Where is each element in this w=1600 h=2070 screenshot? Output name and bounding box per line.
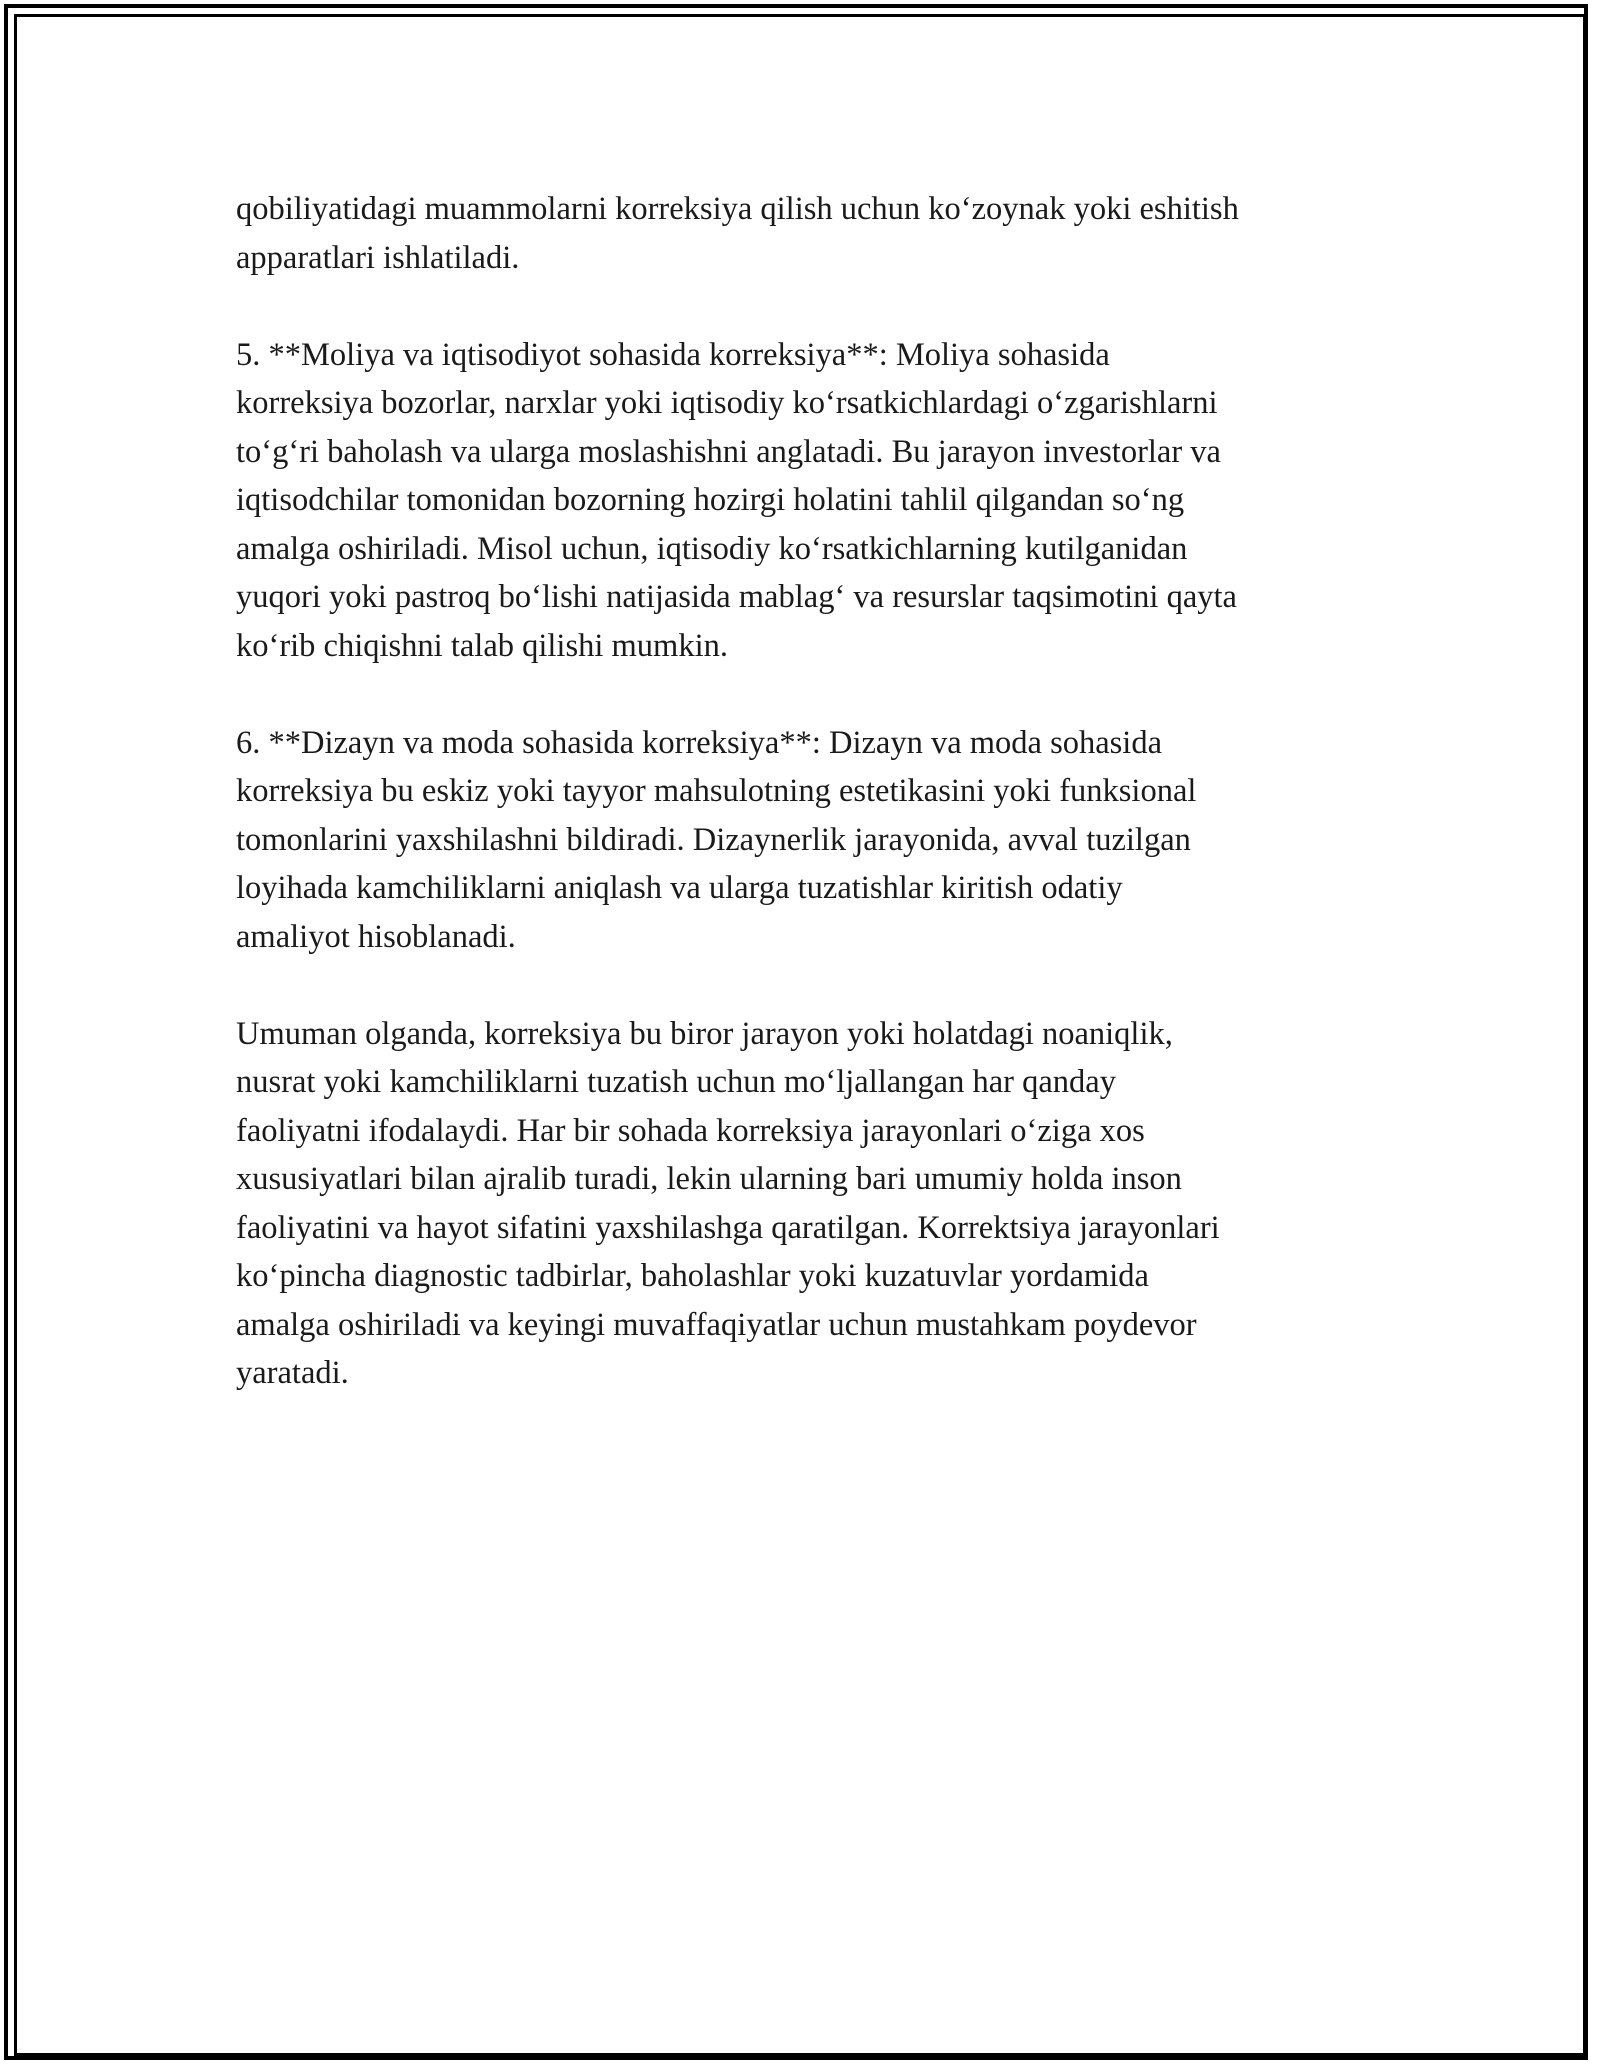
paragraph-design-correction: 6. **Dizayn va moda sohasida korreksiya**: Dizayn va moda sohasida korreksiya bu eskiz yoki tayyor mahsulotning estetikasini yoki funksional tomonlarini yaxshilashni bildiradi. Dizaynerlik jarayonida, avval tuzilgan loyihada kamchiliklarni aniqlash va ularga tuzatishlar kiritish odatiy amaliyot hisoblanadi. — [236, 724, 1197, 955]
paragraph-conclusion: Umuman olganda, korreksiya bu biror jarayon yoki holatdagi noaniqlik, nusrat yoki kamchiliklarni tuzatish uchun mo‘ljallangan har qanday faoliyatni ifodalaydi. Har bir sohada korreksiya jarayonlari o‘ziga xos xususiyatlari bilan ajralib turadi, lekin ularning bari umumiy holda inson faoliyatini va hayot sifatini yaxshilashga qaratilgan. Korrektsiya jarayonlari ko‘pincha diagnostic tadbirlar, baholashlar yoki kuzatuvlar yordamida amalga oshiriladi va keyingi muvaffaqiyatlar uchun mustahkam poydevor yaratadi. — [236, 1015, 1220, 1391]
paragraph-continuation: qobiliyatidagi muammolarni korreksiya qilish uchun ko‘zoynak yoki eshitish apparatlari ishlatiladi. — [236, 191, 1239, 276]
document-body — [236, 185, 1386, 1446]
paragraph-finance-correction: 5. **Moliya va iqtisodiyot sohasida korreksiya**: Moliya sohasida korreksiya bozorlar, narxlar yoki iqtisodiy ko‘rsatkichlardagi o‘zgarishlarni to‘g‘ri baholash va ularga moslashishni anglatadi. Bu jarayon investorlar va iqtisodchilar tomonidan bozorning hozirgi holatini tahlil qilgandan so‘ng amalga oshiriladi. Misol uchun, iqtisodiy ko‘rsatkichlarning kutilganidan yuqori yoki pastroq bo‘lishi natijasida mablag‘ va resurslar taqsimotini qayta ko‘rib chiqishni talab qilishi mumkin. — [236, 336, 1237, 664]
